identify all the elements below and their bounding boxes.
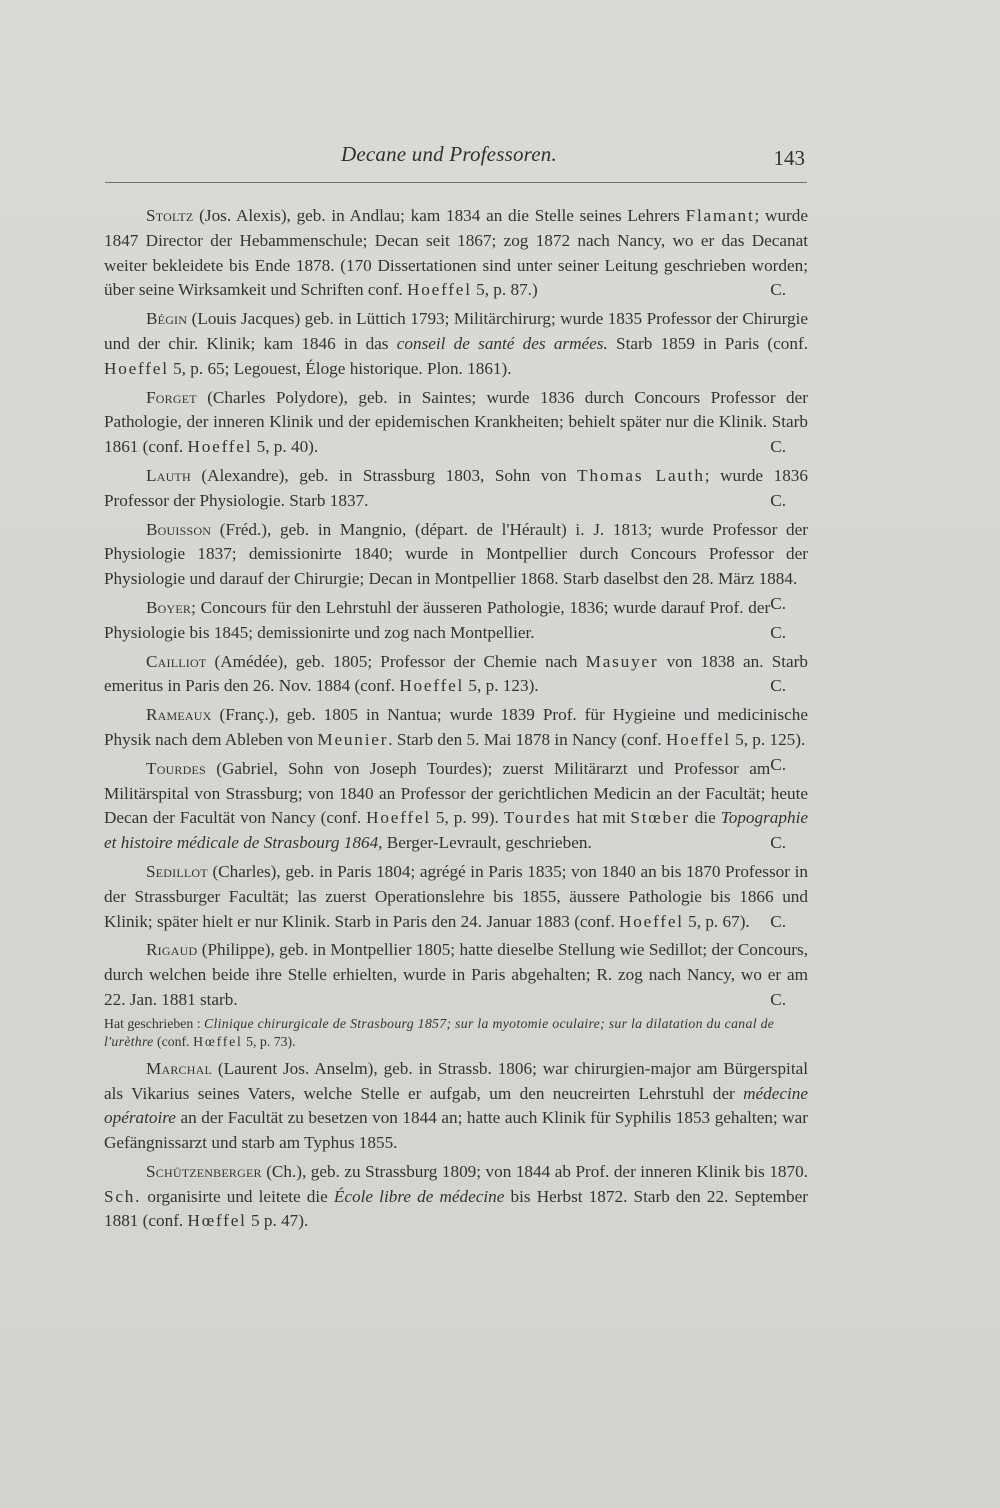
header-rule xyxy=(105,182,807,183)
entry-marchal: Marchal (Laurent Jos. Anselm), geb. in Strassb. 1806; war chirurgien-major am Bürgerspital als Vikarius seines Vaters, welche Stelle er aufgab, um den neucreirten Lehrstuhl der médecine opératoire an der Facultät zu besetzen von 1844 an; hatte auch Klinik für Syphilis 1853 gehalten; war Gefängnissarzt und starb am Typhus 1855. xyxy=(104,1058,808,1153)
entry-name: Marchal xyxy=(146,1058,213,1078)
entry-sedillot: Sedillot (Charles), geb. in Paris 1804; agrégé in Paris 1835; von 1840 an bis 1870 Professor in der Strassburger Facultät; las zuerst Operationslehre bis 1855, äussere Pathologie bis 1866 und Klinik; später hielt er nur Klinik. Starb in Paris den 24. Januar 1883 (conf. Hoeffel 5, p. 67). C. xyxy=(104,860,808,934)
entry-bouisson: Bouisson (Fréd.), geb. in Mangnio, (départ. de l'Hérault) i. J. 1813; wurde Professor der Physiologie 1837; demissionirte 1840; wurde in Montpellier durch Concours Professor der Physiologie und darauf der Chirurgie; Decan in Montpellier 1868. Starb daselbst den 28. März 1884. C. xyxy=(104,518,808,592)
entry-name: Forget xyxy=(146,387,197,407)
signature: C. xyxy=(770,989,786,1009)
person-ref: Hoeffel xyxy=(399,676,465,696)
italic-title: École libre de médecine xyxy=(333,1186,505,1206)
entry-cailliot: Cailliot (Amédée), geb. 1805; Professor der Chemie nach Masuyer von 1838 an. Starb emeritus in Paris den 26. Nov. 1884 (conf. Hoeffel 5, p. 123). C. xyxy=(104,650,808,700)
entry-name: Bouisson xyxy=(146,519,212,539)
entry-name: Rigaud xyxy=(146,940,198,960)
person-ref: Hoeffel xyxy=(666,729,731,749)
running-title: Decane und Professoren. xyxy=(341,142,557,166)
person-ref: Hoeffel xyxy=(407,280,472,300)
entry-tourdes: Tourdes (Gabriel, Sohn von Joseph Tourdes); zuerst Militärarzt und Professor am Militärspital von Strassburg; von 1840 an Professor der gerichtlichen Medicin an der Facultät; heute Decan der Facultät von Nancy (conf. Hoeffel 5, p. 99). Tourdes hat mit Stœber die Topographie et histoire médicale de Strasbourg 1864, Berger-Levrault, geschrieben. C. xyxy=(104,757,808,856)
entry-name: Cailliot xyxy=(146,651,207,671)
page-number: 143 xyxy=(773,146,805,170)
signature: C. xyxy=(770,833,786,853)
text-block xyxy=(104,204,808,1238)
person-ref: Hoeffel xyxy=(619,911,684,931)
entry-name: Lauth xyxy=(146,465,191,485)
signature: C. xyxy=(770,490,786,510)
entry-name: Schützenberger xyxy=(146,1161,262,1181)
entry-name: Tourdes xyxy=(146,758,206,778)
signature: C. xyxy=(770,911,786,931)
person-ref: Masuyer xyxy=(585,651,659,671)
person-ref: Hoeffel xyxy=(187,437,253,457)
italic-title: médecine opératoire xyxy=(104,1083,808,1128)
signature: C. xyxy=(770,593,786,613)
entry-rigaud: Rigaud (Philippe), geb. in Montpellier 1805; hatte dieselbe Stellung wie Sedillot; der Concours, durch welchen beide ihre Stelle erhielten, wurde in Paris abgehalten; R. zog nach Nancy, wo er am 22. Jan. 1881 starb. C. xyxy=(104,938,808,1012)
entry-stoltz: Stoltz (Jos. Alexis), geb. in Andlau; kam 1834 an die Stelle seines Lehrers Flamant; wurde 1847 Director der Hebammenschule; Decan seit 1867; zog 1872 nach Nancy, wo er das Decanat weiter bekleidete bis Ende 1878. (170 Dissertationen sind unter seiner Leitung geschrieben worden; über seine Wirksamkeit und Schriften conf. Hoeffel 5, p. 87.) C. xyxy=(104,204,808,303)
running-head xyxy=(105,142,805,176)
signature: C. xyxy=(770,754,786,774)
entry-name: Sedillot xyxy=(146,861,208,881)
person-ref: Hoeffel xyxy=(104,358,169,378)
person-ref: Thomas Lauth xyxy=(577,465,705,485)
signature: C. xyxy=(770,622,786,642)
entry-name: Bégin xyxy=(146,309,188,329)
entry-forget: Forget (Charles Polydore), geb. in Saintes; wurde 1836 durch Concours Professor der Pathologie, der inneren Klinik und der epidemischen Krankheiten; behielt später nur die Klinik. Starb 1861 (conf. Hoeffel 5, p. 40). C. xyxy=(104,386,808,460)
rigaud-note: Hat geschrieben : Clinique chirurgicale de Strasbourg 1857; sur la myotomie oculaire; sur la dilatation du canal de l'urèthre (conf. Hœffel 5, p. 73). xyxy=(104,1015,775,1049)
person-ref: Tourdes xyxy=(503,808,572,828)
person-ref: Hœffel xyxy=(187,1211,247,1231)
signature: C. xyxy=(770,676,786,696)
person-ref: Meunier xyxy=(317,729,389,749)
entry-boyer: Boyer; Concours für den Lehrstuhl der äusseren Pathologie, 1836; wurde darauf Prof. der Physiologie bis 1845; demissionirte und zog nach Montpellier. C. xyxy=(104,596,808,646)
person-ref: Stœber xyxy=(630,808,690,828)
entry-rameaux: Rameaux (Franç.), geb. 1805 in Nantua; wurde 1839 Prof. für Hygieine und medicinische Physik nach dem Ableben von Meunier. Starb den 5. Mai 1878 in Nancy (conf. Hoeffel 5, p. 125). C. xyxy=(104,703,808,753)
signature: C. xyxy=(770,437,786,457)
person-ref: Flamant xyxy=(685,206,755,225)
entry-lauth: Lauth (Alexandre), geb. in Strassburg 1803, Sohn von Thomas Lauth; wurde 1836 Professor der Physiologie. Starb 1837. C. xyxy=(104,464,808,514)
italic-title: conseil de santé des armées. xyxy=(396,333,608,353)
signature: C. xyxy=(770,280,786,300)
entry-name: Stoltz xyxy=(146,206,194,225)
person-ref: Hoeffel xyxy=(366,808,431,828)
entry-name: Boyer xyxy=(146,597,192,617)
entry-begin: Bégin (Louis Jacques) geb. in Lüttich 1793; Militärchirurg; wurde 1835 Professor der Chirurgie und der chir. Klinik; kam 1846 in das conseil de santé des armées. Starb 1859 in Paris (conf. Hoeffel 5, p. 65; Legouest, Éloge historique. Plon. 1861). xyxy=(104,309,808,378)
italic-title: Clinique chirurgicale de Strasbourg 1857; sur la myotomie oculaire; sur la dilatation du canal de l'urèthre xyxy=(104,1015,775,1049)
person-ref: Hœffel xyxy=(193,1033,243,1049)
italic-title: Topographie et histoire médicale de Strasbourg 1864, xyxy=(104,808,808,853)
entry-schuetzenberger: Schützenberger (Ch.), geb. zu Strassburg 1809; von 1844 ab Prof. der inneren Klinik bis 1870. Sch. organisirte und leitete die École libre de médecine bis Herbst 1872. Starb den 22. September 1881 (conf. Hœffel 5 p. 47). xyxy=(104,1161,808,1231)
person-ref: Sch. xyxy=(104,1186,142,1206)
entry-name: Rameaux xyxy=(146,705,212,725)
